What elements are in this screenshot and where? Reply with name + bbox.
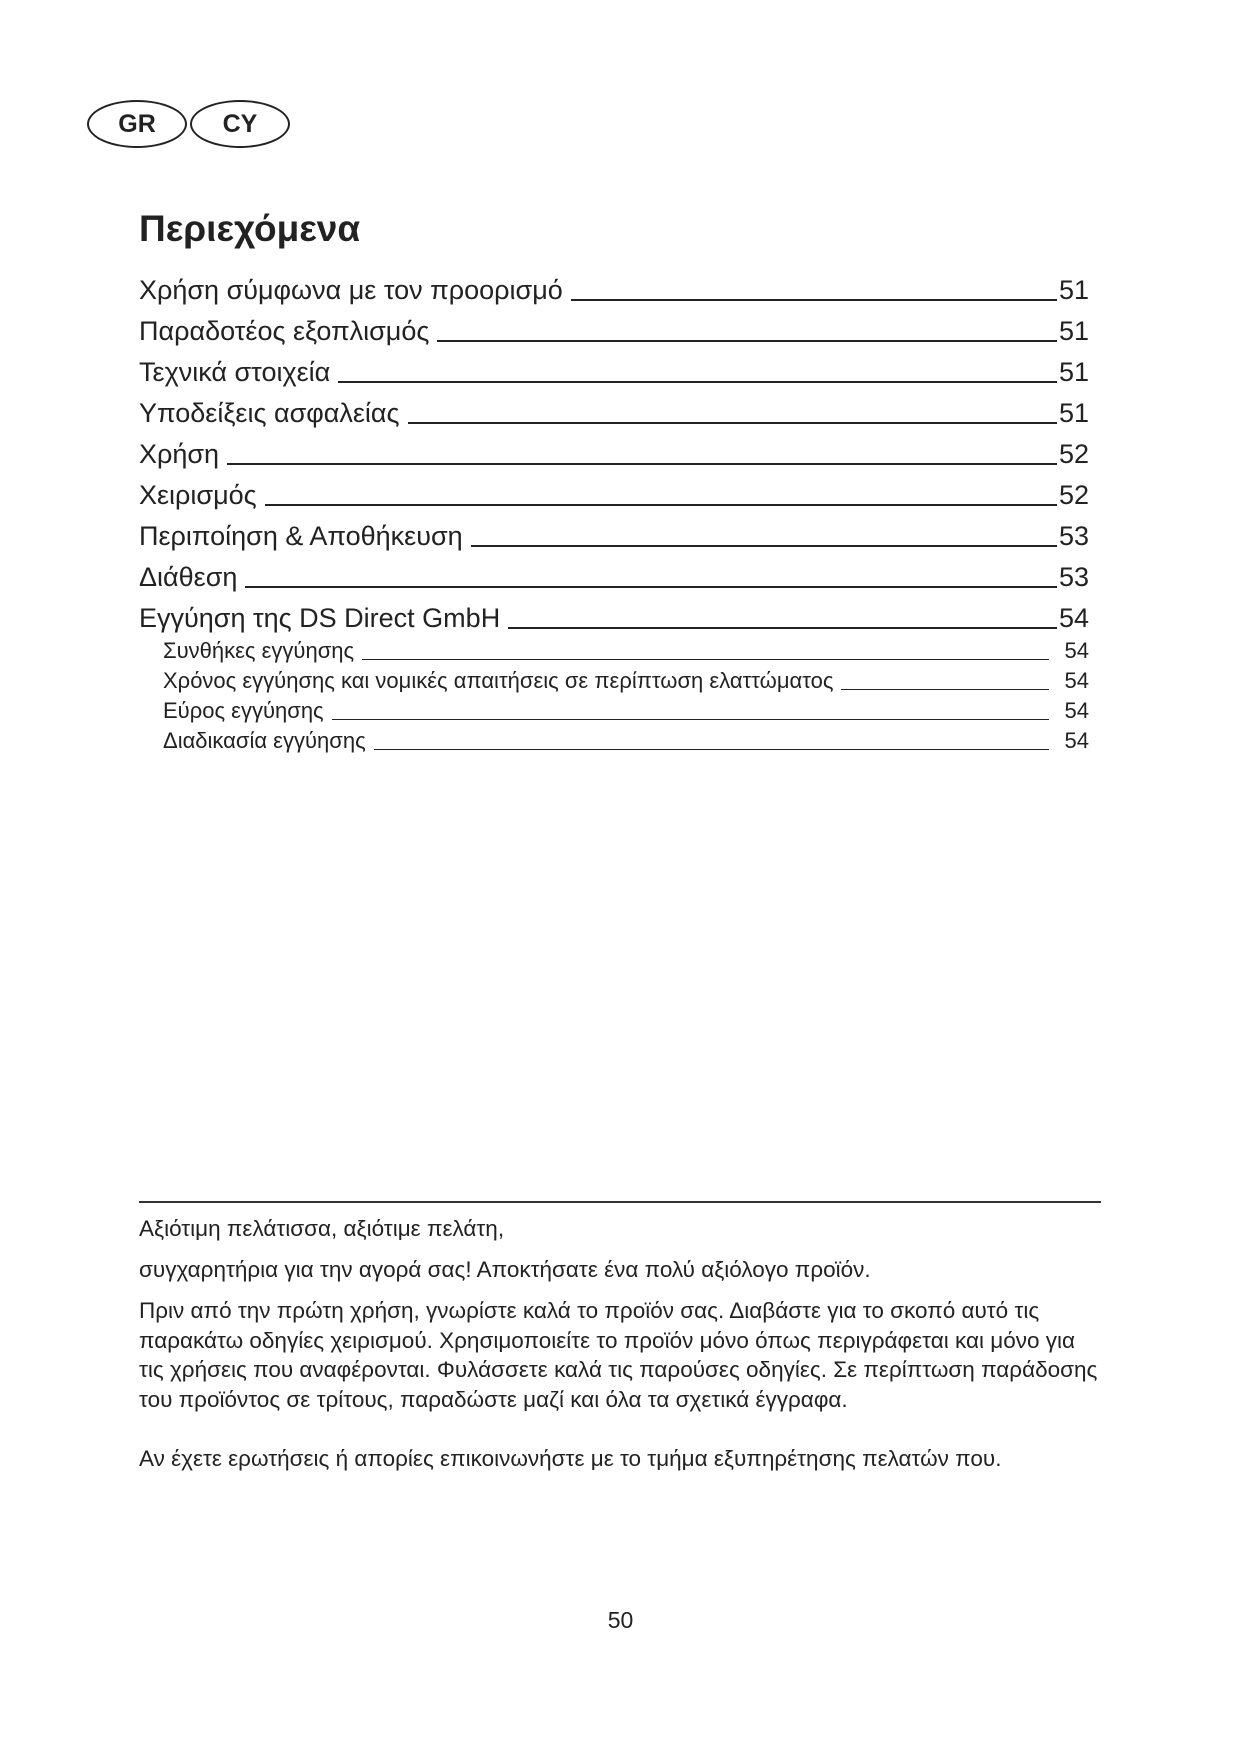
toc-entry-label: Τεχνικά στοιχεία <box>139 357 331 387</box>
toc-subentry[interactable] <box>139 634 1089 664</box>
toc-leader-line <box>227 463 1057 465</box>
toc-entry-label: Εγγύηση της DS Direct GmbH <box>139 603 501 633</box>
toc-leader-line <box>437 340 1057 342</box>
toc-leader-line <box>471 545 1057 547</box>
toc-entry-label: Παραδοτέος εξοπλισμός <box>139 316 430 346</box>
toc-entry[interactable] <box>139 347 1089 388</box>
toc-leader-line <box>841 689 1049 690</box>
toc-entry[interactable] <box>139 388 1089 429</box>
toc-leader-line <box>374 749 1049 750</box>
toc-subentry-page: 54 <box>1064 638 1089 663</box>
toc-title: Περιεχόμενα <box>139 208 361 249</box>
intro-body: Πριν από την πρώτη χρήση, γνωρίστε καλά το προϊόν σας. Διαβάστε για το σκοπό αυτό τις παρακάτω οδηγίες χειρισμού. Χρησιμοποιείτε το προϊόν μόνο όπως περιγράφεται και μόνο για τις χρήσεις που αναφέρονται. Φυλάσσετε καλά τις παρούσες οδηγίες. Σε περίπτωση παράδοσης του προϊόντος σε τρίτους, παραδώστε μαζί και όλα τα σχετικά έγγραφα. <box>139 1298 1098 1412</box>
toc-subentry-page: 54 <box>1064 668 1089 693</box>
toc-entry-page: 51 <box>1058 357 1089 387</box>
page-number: 50 <box>607 1607 634 1633</box>
toc-entry-label: Χρήση σύμφωνα με τον προορισμό <box>139 275 563 305</box>
toc-leader-line <box>265 504 1057 506</box>
language-badge-cy: CY <box>190 100 290 148</box>
toc-leader-line <box>508 627 1057 629</box>
language-badges <box>87 100 290 148</box>
toc-leader-line <box>338 381 1057 383</box>
toc-entry-page: 52 <box>1058 439 1089 469</box>
toc-entry-page: 53 <box>1058 562 1089 592</box>
toc-entry-label: Διάθεση <box>139 562 238 592</box>
language-badge-gr: GR <box>87 100 187 148</box>
toc-leader-line <box>408 422 1057 424</box>
section-divider <box>139 1201 1101 1203</box>
toc-entry-page: 52 <box>1058 480 1089 510</box>
toc-entry-label: Υποδείξεις ασφαλείας <box>139 398 400 428</box>
toc-subentry-label: Διαδικασία εγγύησης <box>163 728 366 753</box>
toc-entry-label: Χρήση <box>139 439 220 469</box>
toc-entry-page: 53 <box>1058 521 1089 551</box>
toc-subentry-page: 54 <box>1064 698 1089 723</box>
toc-subentry-label: Συνθήκες εγγύησης <box>163 638 355 663</box>
toc-entry-page: 51 <box>1058 398 1089 428</box>
toc-entry-label: Χειρισμός <box>139 480 257 510</box>
toc-subentry-label: Εύρος εγγύησης <box>163 698 324 723</box>
intro-greeting: Αξιότιμη πελάτισσα, αξιότιμε πελάτη, <box>139 1216 505 1241</box>
toc-leader-line <box>245 586 1057 588</box>
table-of-contents <box>139 265 1089 754</box>
toc-subentry[interactable] <box>139 664 1089 694</box>
toc-leader-line <box>571 299 1057 301</box>
toc-entry[interactable] <box>139 265 1089 306</box>
toc-entry-page: 51 <box>1058 316 1089 346</box>
toc-entry-page: 54 <box>1058 603 1089 633</box>
toc-entry[interactable] <box>139 470 1089 511</box>
toc-entry[interactable] <box>139 429 1089 470</box>
toc-leader-line <box>332 719 1049 720</box>
toc-entry-page: 51 <box>1058 275 1089 305</box>
toc-entry-label: Περιποίηση & Αποθήκευση <box>139 521 463 551</box>
toc-subentry-label: Χρόνος εγγύησης και νομικές απαιτήσεις σε περίπτωση ελαττώματος <box>163 668 834 693</box>
toc-entry[interactable] <box>139 593 1089 634</box>
intro-contact: Αν έχετε ερωτήσεις ή απορίες επικοινωνήστε με το τμήμα εξυπηρέτησης πελατών που. <box>139 1446 1002 1471</box>
toc-subentry[interactable] <box>139 724 1089 754</box>
toc-entry[interactable] <box>139 306 1089 347</box>
toc-subentry-page: 54 <box>1064 728 1089 753</box>
intro-text <box>139 1214 1099 1485</box>
toc-entry[interactable] <box>139 511 1089 552</box>
toc-leader-line <box>362 659 1049 660</box>
toc-entry[interactable] <box>139 552 1089 593</box>
toc-subentry[interactable] <box>139 694 1089 724</box>
intro-congrats: συγχαρητήρια για την αγορά σας! Αποκτήσατε ένα πολύ αξιόλογο προϊόν. <box>139 1257 871 1282</box>
